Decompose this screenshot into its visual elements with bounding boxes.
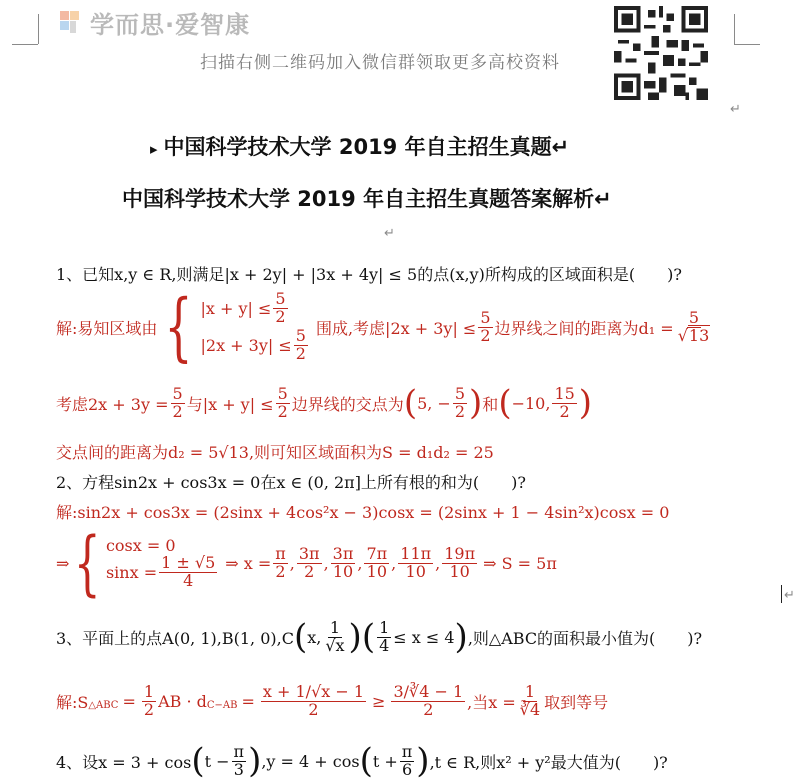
title-bullet-icon: ▸ [150,140,158,158]
paragraph-mark: ↵ [784,588,795,603]
root-fraction: $\frac{\pi}{2}$ [275,543,286,581]
q2-solution-line1: 解:sin2x + cos3x = (2sinx + 4cos²x − 3)cosx = (2sinx + 1 − 4sin²x)cosx = 0 [56,503,670,522]
brace-icon: { [164,284,194,370]
q1-solution-line3: 交点间的距离为d₂ = 5√13,则可知区域面积为S = d₁d₂ = 25 [56,443,494,462]
root-fraction: $\frac{3\pi}{10}$ [332,543,354,581]
header-tagline: 扫描右侧二维码加入微信群领取更多高校资料 [200,53,560,73]
question-4: 4、设x = 3 + cos ( t − $\frac{\pi}{3}$ ) ,y = 4 + cos ( t + $\frac{\pi}{6}$ ) ,t ∈ R,则x² + y²最大值为( )? [56,741,668,781]
crop-mark-right [734,44,760,45]
brand-mark-icon [58,9,84,35]
brace-icon: { [74,522,102,604]
question-1: 1、已知x,y ∈ R,则满足|x + 2y| + |3x + 4y| ≤ 5的点(x,y)所构成的区域面积是( )? [56,265,682,284]
q1-solution-line1: 解:易知区域由 { |x + y| ≤ $\frac{5}{2}$ |2x + 3y| ≤ $\frac{5}{2}$ 围成,考虑|2x + 3y| ≤ $\frac{5}{2}$ 边界线之间的距离为d₁ = $\frac{5}{√13}$ [56,284,710,370]
question-3: 3、平面上的点A(0, 1),B(1, 0),C ( x, $\frac{1}{√x}$ ) ( $\frac{1}{4}$ ≤ x ≤ 4 ) ,则△ABC的面积最小值为( )? [56,617,703,658]
root-fraction: $\frac{19\pi}{10}$ [444,543,476,581]
doc-title: ▸ 中国科学技术大学 2019 年自主招生真题↵ [150,135,570,159]
root-fraction: $\frac{7\pi}{10}$ [366,543,388,581]
root-fraction: $\frac{11\pi}{10}$ [400,543,432,581]
paragraph-mark: ↵ [730,102,741,117]
crop-mark-right-v [734,14,735,44]
q1-solution-line2: 考虑2x + 3y = $\frac{5}{2}$ 与|x + y| ≤ $\frac{5}{2}$ 边界线的交点为 ( 5, − $\frac{5}{2}$ ) 和 ( −10, $\frac{15}{2}$ ) [56,383,593,424]
text-cursor [781,585,782,603]
question-2: 2、方程sin2x + cos3x = 0在x ∈ (0, 2π]上所有根的和为( )? [56,473,526,492]
q2-solution-line2: ⇒ { cosx = 0 sinx = $\frac{1 \pm √5}{4}$ ⇒ x = $\frac{\pi}{2}$ , $\frac{3\pi}{2}$ , $\frac{3\pi}{10}$ , $\frac{7\pi}{10}$ , $\frac{11\pi}{10}$ , $\frac{19\pi}{10}$ ⇒ S = 5π [56,522,557,604]
doc-subtitle: 中国科学技术大学 2019 年自主招生真题答案解析↵ [122,187,612,211]
qr-code-icon[interactable] [614,6,708,100]
q3-solution: 解:S △ABC = $\frac{1}{2}$ AB · d C−AB = $\frac{x + 1/√x - 1}{2}$ ≥ $\frac{3/∛4 - 1}{2}$ ,当x = $\frac{1}{∛4}$ 取到等号 [56,682,609,719]
brand-name: 学而思·爱智康 [90,10,251,39]
brand-logo [58,6,250,38]
crop-mark-left [12,44,38,45]
root-fraction: $\frac{3\pi}{2}$ [298,543,320,581]
paragraph-mark: ↵ [384,226,395,241]
crop-mark-left-v [38,14,39,44]
